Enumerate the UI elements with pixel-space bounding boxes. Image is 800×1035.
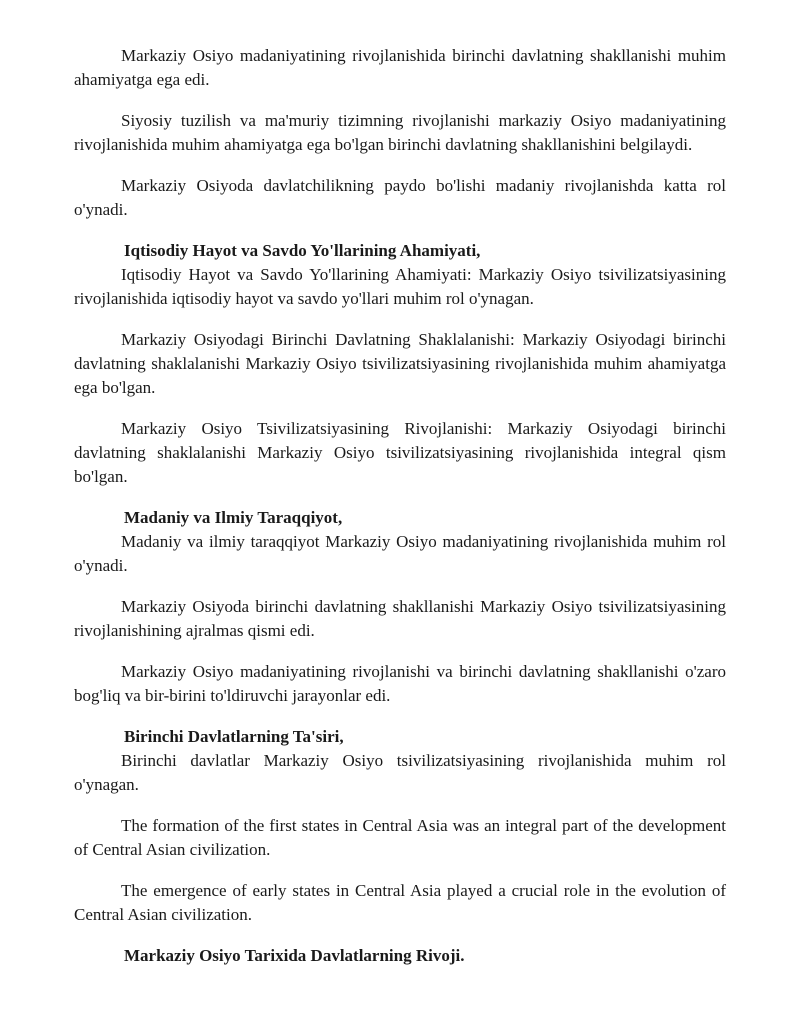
paragraph: Madaniy va ilmiy taraqqiyot Markaziy Osiyo madaniyatining rivojlanishida muhim rol o'ynadi. [74, 532, 726, 575]
section-heading: Iqtisodiy Hayot va Savdo Yo'llarining Ahamiyati, [124, 241, 481, 260]
paragraph: The emergence of early states in Central Asia played a crucial role in the evolution of Central Asian civilization. [74, 881, 726, 924]
paragraph: Markaziy Osiyo madaniyatining rivojlanishida birinchi davlatning shakllanishi muhim ahamiyatga ega edi. [74, 46, 726, 89]
paragraph: Siyosiy tuzilish va ma'muriy tizimning rivojlanishi markaziy Osiyo madaniyatining rivojlanishida muhim ahamiyatga ega bo'lgan birinchi davlatning shakllanishini belgilaydi. [74, 111, 726, 154]
paragraph: Markaziy Osiyo Tsivilizatsiyasining Rivojlanishi: Markaziy Osiyodagi birinchi davlatning shaklalanishi Markaziy Osiyo tsivilizatsiyasining rivojlanishida integral qism bo'lgan. [74, 419, 726, 486]
section-heading: Birinchi Davlatlarning Ta'siri, [124, 727, 344, 746]
paragraph: Markaziy Osiyoda birinchi davlatning shakllanishi Markaziy Osiyo tsivilizatsiyasining rivojlanishining ajralmas qismi edi. [74, 597, 726, 640]
section-heading: Madaniy va Ilmiy Taraqqiyot, [124, 508, 343, 527]
paragraph: Iqtisodiy Hayot va Savdo Yo'llarining Ahamiyati: Markaziy Osiyo tsivilizatsiyasining rivojlanishida iqtisodiy hayot va savdo yo'llari muhim rol o'ynagan. [74, 265, 726, 308]
paragraph: Markaziy Osiyoda davlatchilikning paydo bo'lishi madaniy rivojlanishda katta rol o'ynadi. [74, 176, 726, 219]
section-heading: Markaziy Osiyo Tarixida Davlatlarning Rivoji. [124, 946, 465, 965]
paragraph: Markaziy Osiyodagi Birinchi Davlatning Shaklalanishi: Markaziy Osiyodagi birinchi davlatning shaklalanishi Markaziy Osiyo tsivilizatsiyasining rivojlanishida muhim ahamiyatga ega bo'lgan. [74, 330, 726, 397]
paragraph: Markaziy Osiyo madaniyatining rivojlanishi va birinchi davlatning shakllanishi o'zaro bog'liq va bir-birini to'ldiruvchi jarayonlar edi. [74, 662, 726, 705]
paragraph: The formation of the first states in Central Asia was an integral part of the development of Central Asian civilization. [74, 816, 726, 859]
paragraph: Birinchi davlatlar Markaziy Osiyo tsivilizatsiyasining rivojlanishida muhim rol o'ynagan. [74, 751, 726, 794]
